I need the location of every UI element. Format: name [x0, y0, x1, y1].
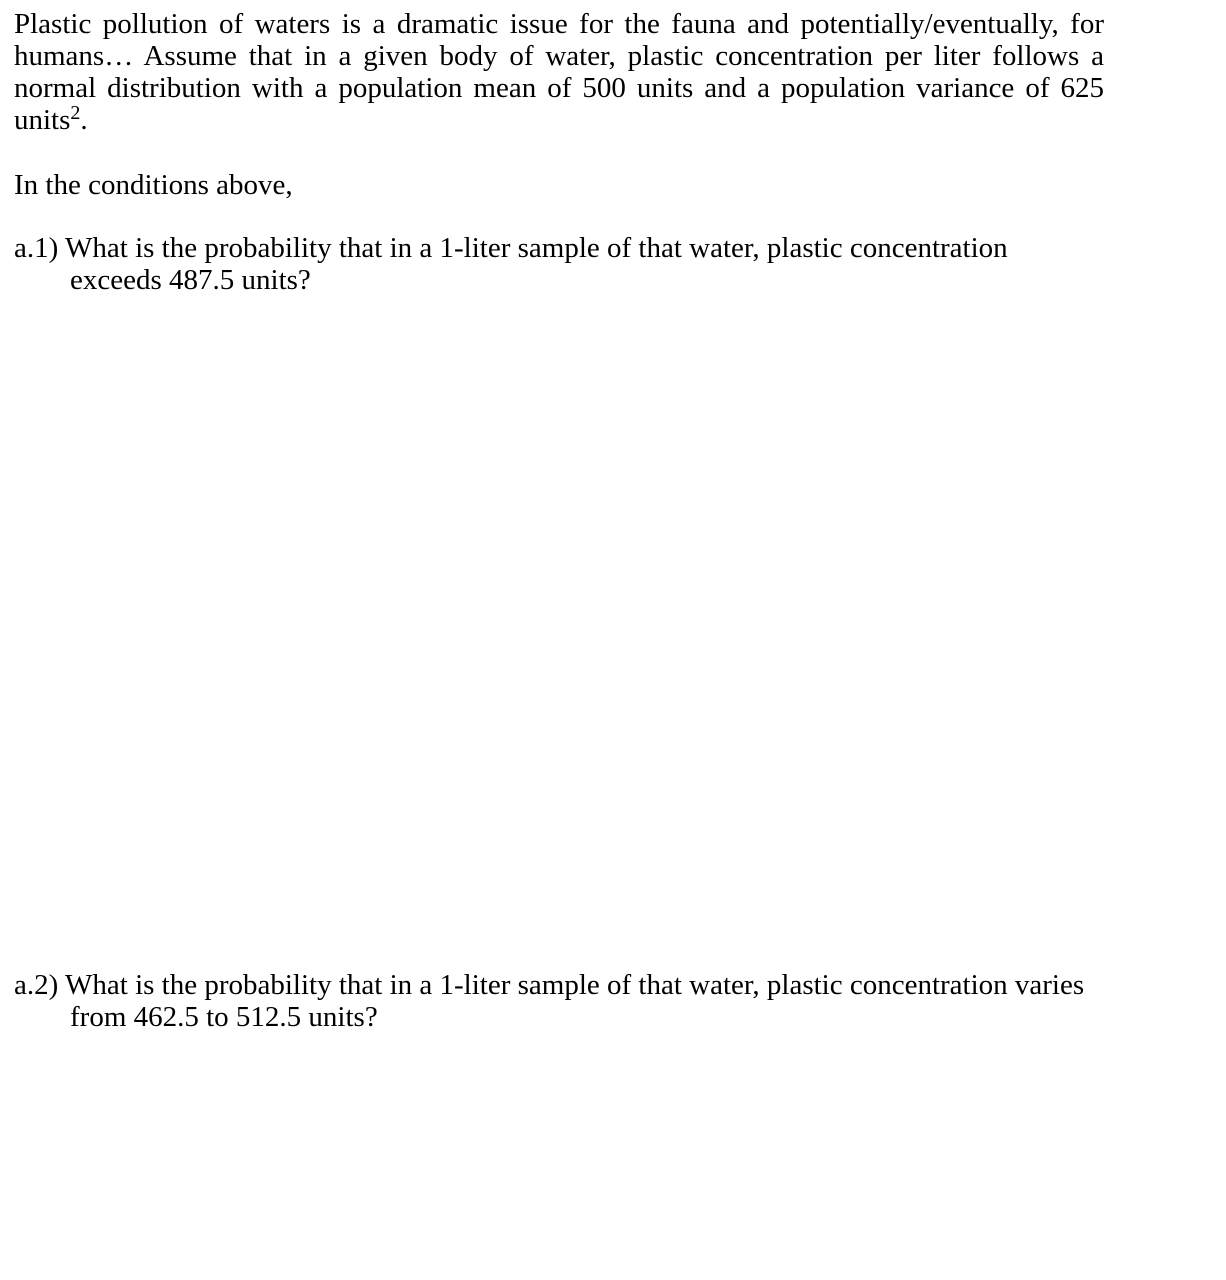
question-a1-text: What is the probability that in a 1-liter sample of that water, plastic concentration exceeds 487.5 units? [65, 232, 1008, 296]
conditions-text: In the conditions above, [14, 169, 293, 201]
question-a1 [14, 232, 1104, 296]
intro-text: Plastic pollution of waters is a dramatic issue for the fauna and potentially/eventually, for humans… Assume that in a given body of water, plastic concentration per liter follows a normal distribution with a population mean of 500 units and a population variance of 625 units [14, 8, 1104, 136]
question-a2 [14, 969, 1104, 1033]
document [14, 8, 1104, 1033]
question-a2-label: a.2) [14, 969, 59, 1001]
intro-paragraph [14, 8, 1104, 136]
question-a1-label: a.1) [14, 232, 59, 264]
intro-superscript: 2 [70, 102, 81, 124]
question-a2-text: What is the probability that in a 1-liter sample of that water, plastic concentration varies from 462.5 to 512.5 units? [65, 969, 1085, 1033]
intro-end: . [80, 104, 88, 136]
